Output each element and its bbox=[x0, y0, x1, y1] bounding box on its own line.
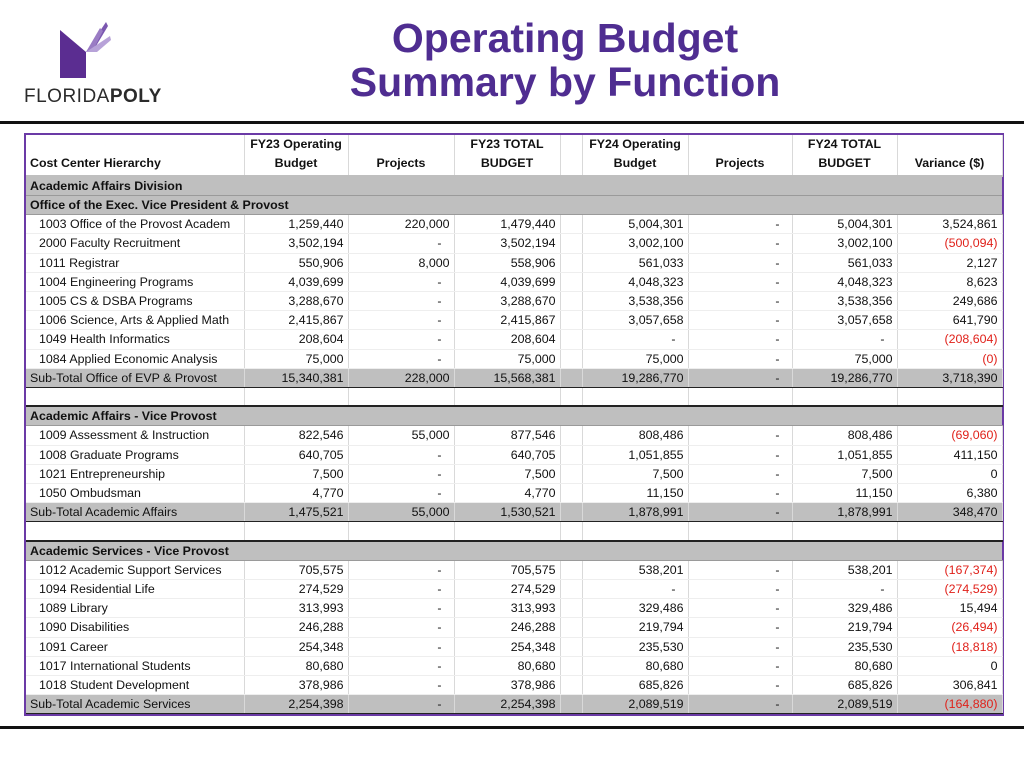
row-label: 1021 Entrepreneurship bbox=[26, 464, 244, 483]
header-line: FY23 Operating bbox=[250, 137, 342, 151]
row-label: 1009 Assessment & Instruction bbox=[26, 426, 244, 445]
spacer-cell bbox=[560, 234, 582, 253]
row-label: 1005 CS & DSBA Programs bbox=[26, 291, 244, 310]
spacer-cell bbox=[560, 464, 582, 483]
spacer-cell bbox=[560, 253, 582, 272]
fy24-total-cell: 7,500 bbox=[792, 464, 897, 483]
table-row bbox=[26, 291, 1002, 310]
spacer-cell bbox=[454, 387, 560, 406]
fy24-projects-cell: - bbox=[688, 253, 792, 272]
top-divider bbox=[0, 121, 1024, 124]
fy24-projects-cell: - bbox=[688, 637, 792, 656]
fy23-total-cell: 246,288 bbox=[454, 618, 560, 637]
fy23-projects-cell: - bbox=[348, 311, 454, 330]
fy24-total-cell: 219,794 bbox=[792, 618, 897, 637]
spacer-cell bbox=[348, 387, 454, 406]
table-row bbox=[26, 675, 1002, 694]
spacer-cell bbox=[560, 695, 582, 714]
fy23-operating-cell: 3,502,194 bbox=[244, 234, 348, 253]
fy23-projects-cell: - bbox=[348, 675, 454, 694]
fy24-total-cell: 3,057,658 bbox=[792, 311, 897, 330]
header-fy23-operating bbox=[244, 135, 348, 176]
fy23-operating-cell: 2,254,398 bbox=[244, 695, 348, 714]
table-row bbox=[26, 637, 1002, 656]
fy24-projects-cell: - bbox=[688, 503, 792, 522]
fy24-operating-cell: 538,201 bbox=[582, 560, 688, 579]
header-variance bbox=[897, 135, 1002, 176]
fy24-operating-cell: 1,051,855 bbox=[582, 445, 688, 464]
header-fy23-projects bbox=[348, 135, 454, 176]
fy24-projects-cell: - bbox=[688, 291, 792, 310]
fy24-total-cell: 5,004,301 bbox=[792, 215, 897, 234]
row-label: Sub-Total Academic Affairs bbox=[26, 503, 244, 522]
variance-cell: (208,604) bbox=[897, 330, 1002, 349]
spacer-cell bbox=[688, 522, 792, 541]
fy24-operating-cell: 80,680 bbox=[582, 656, 688, 675]
fy23-projects-cell: 55,000 bbox=[348, 503, 454, 522]
table-row bbox=[26, 656, 1002, 675]
fy23-total-cell: 313,993 bbox=[454, 599, 560, 618]
variance-cell: 641,790 bbox=[897, 311, 1002, 330]
spacer-cell bbox=[26, 387, 244, 406]
fy23-projects-cell: - bbox=[348, 560, 454, 579]
fy23-operating-cell: 705,575 bbox=[244, 560, 348, 579]
spacer-cell bbox=[582, 522, 688, 541]
spacer-row bbox=[26, 387, 1002, 406]
spacer-cell bbox=[26, 522, 244, 541]
fy24-total-cell: 808,486 bbox=[792, 426, 897, 445]
header-line: Projects bbox=[715, 156, 765, 170]
fy24-operating-cell: 3,002,100 bbox=[582, 234, 688, 253]
spacer-cell bbox=[560, 311, 582, 330]
fy24-projects-cell: - bbox=[688, 272, 792, 291]
spacer-cell bbox=[688, 387, 792, 406]
spacer-cell bbox=[560, 522, 582, 541]
variance-cell: 2,127 bbox=[897, 253, 1002, 272]
row-label: 1094 Residential Life bbox=[26, 580, 244, 599]
fy24-projects-cell: - bbox=[688, 311, 792, 330]
header-cost-center bbox=[26, 135, 244, 176]
spacer-cell bbox=[560, 215, 582, 234]
fy24-total-cell: 75,000 bbox=[792, 349, 897, 368]
header-line: BUDGET bbox=[480, 156, 534, 170]
fy24-operating-cell: 219,794 bbox=[582, 618, 688, 637]
title-line-1: Operating Budget bbox=[391, 15, 739, 61]
fy23-operating-cell: 80,680 bbox=[244, 656, 348, 675]
fy23-operating-cell: 208,604 bbox=[244, 330, 348, 349]
fy23-total-cell: 4,039,699 bbox=[454, 272, 560, 291]
logo-wordmark bbox=[24, 86, 162, 108]
fy23-projects-cell: - bbox=[348, 656, 454, 675]
fy23-total-cell: 640,705 bbox=[454, 445, 560, 464]
fy24-projects-cell: - bbox=[688, 560, 792, 579]
fy23-total-cell: 4,770 bbox=[454, 483, 560, 502]
fy24-projects-cell: - bbox=[688, 349, 792, 368]
fy23-operating-cell: 378,986 bbox=[244, 675, 348, 694]
header-line: Budget bbox=[613, 156, 657, 170]
spacer-cell bbox=[792, 522, 897, 541]
variance-cell: 306,841 bbox=[897, 675, 1002, 694]
fy23-projects-cell: 220,000 bbox=[348, 215, 454, 234]
table-row bbox=[26, 253, 1002, 272]
variance-cell: (274,529) bbox=[897, 580, 1002, 599]
spacer-cell bbox=[560, 291, 582, 310]
fy23-total-cell: 378,986 bbox=[454, 675, 560, 694]
fy24-projects-cell: - bbox=[688, 234, 792, 253]
variance-cell: (0) bbox=[897, 349, 1002, 368]
fy24-operating-cell: 3,057,658 bbox=[582, 311, 688, 330]
section-header bbox=[26, 541, 1002, 561]
header-line: BUDGET bbox=[818, 156, 871, 170]
fy24-operating-cell: 235,530 bbox=[582, 637, 688, 656]
fy24-total-cell: 685,826 bbox=[792, 675, 897, 694]
section-title: Academic Affairs Division bbox=[26, 176, 1002, 196]
fy23-projects-cell: - bbox=[348, 234, 454, 253]
table-row bbox=[26, 560, 1002, 579]
section-header bbox=[26, 196, 1002, 215]
fy23-projects-cell: 8,000 bbox=[348, 253, 454, 272]
row-label: 1090 Disabilities bbox=[26, 618, 244, 637]
variance-cell: 411,150 bbox=[897, 445, 1002, 464]
row-label: 1049 Health Informatics bbox=[26, 330, 244, 349]
fy24-total-cell: 329,486 bbox=[792, 599, 897, 618]
fy24-projects-cell: - bbox=[688, 330, 792, 349]
fy23-operating-cell: 7,500 bbox=[244, 464, 348, 483]
fy24-projects-cell: - bbox=[688, 675, 792, 694]
bottom-divider bbox=[0, 726, 1024, 729]
fy23-projects-cell: - bbox=[348, 580, 454, 599]
fy23-projects-cell: 55,000 bbox=[348, 426, 454, 445]
fy23-projects-cell: - bbox=[348, 291, 454, 310]
header-fy24-total bbox=[792, 135, 897, 176]
fy23-operating-cell: 313,993 bbox=[244, 599, 348, 618]
fy24-operating-cell: 2,089,519 bbox=[582, 695, 688, 714]
header-fy24-projects bbox=[688, 135, 792, 176]
fy23-operating-cell: 274,529 bbox=[244, 580, 348, 599]
fy24-total-cell: 235,530 bbox=[792, 637, 897, 656]
fy24-total-cell: 3,538,356 bbox=[792, 291, 897, 310]
fy23-total-cell: 2,254,398 bbox=[454, 695, 560, 714]
fy24-operating-cell: 561,033 bbox=[582, 253, 688, 272]
fy24-projects-cell: - bbox=[688, 483, 792, 502]
spacer-cell bbox=[560, 656, 582, 675]
section-header bbox=[26, 406, 1002, 426]
fy23-total-cell: 254,348 bbox=[454, 637, 560, 656]
fy24-operating-cell: 329,486 bbox=[582, 599, 688, 618]
row-label: 1011 Registrar bbox=[26, 253, 244, 272]
spacer-cell bbox=[560, 618, 582, 637]
variance-cell: (167,374) bbox=[897, 560, 1002, 579]
spacer-cell bbox=[244, 522, 348, 541]
variance-cell: (18,818) bbox=[897, 637, 1002, 656]
spacer-cell bbox=[560, 560, 582, 579]
variance-cell: (69,060) bbox=[897, 426, 1002, 445]
spacer-cell bbox=[560, 368, 582, 387]
fy23-projects-cell: - bbox=[348, 464, 454, 483]
fy23-projects-cell: - bbox=[348, 330, 454, 349]
table-row bbox=[26, 311, 1002, 330]
variance-cell: 0 bbox=[897, 464, 1002, 483]
page-title bbox=[290, 16, 840, 104]
fy23-projects-cell: - bbox=[348, 483, 454, 502]
fy23-total-cell: 1,530,521 bbox=[454, 503, 560, 522]
fy23-projects-cell: - bbox=[348, 695, 454, 714]
spacer-cell bbox=[560, 580, 582, 599]
spacer-cell bbox=[792, 387, 897, 406]
variance-cell: (164,880) bbox=[897, 695, 1002, 714]
header-line: FY23 TOTAL bbox=[470, 137, 544, 151]
budget-table-frame bbox=[24, 133, 1004, 716]
variance-cell: 8,623 bbox=[897, 272, 1002, 291]
row-label: 1006 Science, Arts & Applied Math bbox=[26, 311, 244, 330]
row-label: 1008 Graduate Programs bbox=[26, 445, 244, 464]
table-row bbox=[26, 483, 1002, 502]
table-row bbox=[26, 234, 1002, 253]
fy24-operating-cell: 1,878,991 bbox=[582, 503, 688, 522]
spacer-cell bbox=[560, 503, 582, 522]
header-fy24-operating bbox=[582, 135, 688, 176]
fy24-projects-cell: - bbox=[688, 599, 792, 618]
fy23-total-cell: 877,546 bbox=[454, 426, 560, 445]
spacer-cell bbox=[897, 522, 1002, 541]
header-row bbox=[26, 135, 1002, 176]
fy24-total-cell: - bbox=[792, 330, 897, 349]
variance-cell: 0 bbox=[897, 656, 1002, 675]
spacer-cell bbox=[348, 522, 454, 541]
spacer-cell bbox=[560, 272, 582, 291]
fy23-operating-cell: 4,770 bbox=[244, 483, 348, 502]
fy23-total-cell: 7,500 bbox=[454, 464, 560, 483]
fy24-projects-cell: - bbox=[688, 426, 792, 445]
logo-text-bold: POLY bbox=[109, 86, 162, 107]
fy24-operating-cell: 75,000 bbox=[582, 349, 688, 368]
spacer-cell bbox=[897, 387, 1002, 406]
fy24-operating-cell: 685,826 bbox=[582, 675, 688, 694]
row-label: 1091 Career bbox=[26, 637, 244, 656]
row-label: 1017 International Students bbox=[26, 656, 244, 675]
fy23-projects-cell: - bbox=[348, 618, 454, 637]
spacer-cell bbox=[454, 522, 560, 541]
fy23-operating-cell: 640,705 bbox=[244, 445, 348, 464]
header-fy23-total bbox=[454, 135, 560, 176]
spacer-cell bbox=[560, 349, 582, 368]
table-row bbox=[26, 464, 1002, 483]
fy24-total-cell: 11,150 bbox=[792, 483, 897, 502]
fy23-projects-cell: 228,000 bbox=[348, 368, 454, 387]
fy24-projects-cell: - bbox=[688, 618, 792, 637]
variance-cell: 15,494 bbox=[897, 599, 1002, 618]
row-label: 1012 Academic Support Services bbox=[26, 560, 244, 579]
spacer-cell bbox=[560, 637, 582, 656]
table-row bbox=[26, 330, 1002, 349]
spacer-cell bbox=[560, 445, 582, 464]
header-line: Variance ($) bbox=[914, 156, 985, 170]
fy24-projects-cell: - bbox=[688, 656, 792, 675]
fy24-total-cell: 2,089,519 bbox=[792, 695, 897, 714]
fy23-operating-cell: 1,259,440 bbox=[244, 215, 348, 234]
fy24-projects-cell: - bbox=[688, 464, 792, 483]
fy23-operating-cell: 254,348 bbox=[244, 637, 348, 656]
section-title: Office of the Exec. Vice President & Provost bbox=[26, 196, 1002, 215]
fy23-operating-cell: 15,340,381 bbox=[244, 368, 348, 387]
header-line: Projects bbox=[376, 156, 426, 170]
fy23-projects-cell: - bbox=[348, 349, 454, 368]
header-line: Budget bbox=[274, 156, 318, 170]
fy24-operating-cell: 4,048,323 bbox=[582, 272, 688, 291]
fy23-operating-cell: 4,039,699 bbox=[244, 272, 348, 291]
row-label: 1089 Library bbox=[26, 599, 244, 618]
budget-table bbox=[26, 135, 1003, 714]
florida-poly-logo bbox=[24, 22, 162, 108]
spacer-cell bbox=[244, 387, 348, 406]
variance-cell: 249,686 bbox=[897, 291, 1002, 310]
header-line: FY24 TOTAL bbox=[807, 137, 882, 151]
fy23-operating-cell: 2,415,867 bbox=[244, 311, 348, 330]
fy23-total-cell: 274,529 bbox=[454, 580, 560, 599]
table-row bbox=[26, 599, 1002, 618]
row-label: Sub-Total Academic Services bbox=[26, 695, 244, 714]
fy24-total-cell: - bbox=[792, 580, 897, 599]
row-label: 1003 Office of the Provost Academ bbox=[26, 215, 244, 234]
fy23-projects-cell: - bbox=[348, 445, 454, 464]
variance-cell: 3,718,390 bbox=[897, 368, 1002, 387]
fy23-total-cell: 3,502,194 bbox=[454, 234, 560, 253]
fy23-total-cell: 15,568,381 bbox=[454, 368, 560, 387]
table-row bbox=[26, 272, 1002, 291]
fy24-total-cell: 1,878,991 bbox=[792, 503, 897, 522]
table-row bbox=[26, 426, 1002, 445]
fy23-total-cell: 80,680 bbox=[454, 656, 560, 675]
header-line: Cost Center Hierarchy bbox=[30, 156, 161, 170]
row-label: 1084 Applied Economic Analysis bbox=[26, 349, 244, 368]
fy24-operating-cell: - bbox=[582, 580, 688, 599]
fy24-projects-cell: - bbox=[688, 368, 792, 387]
fy23-operating-cell: 246,288 bbox=[244, 618, 348, 637]
fy23-total-cell: 208,604 bbox=[454, 330, 560, 349]
row-label: 1004 Engineering Programs bbox=[26, 272, 244, 291]
table-row bbox=[26, 349, 1002, 368]
spacer-cell bbox=[560, 426, 582, 445]
title-line-2: Summary by Function bbox=[349, 59, 781, 105]
fy24-projects-cell: - bbox=[688, 695, 792, 714]
fy23-projects-cell: - bbox=[348, 637, 454, 656]
row-label: 2000 Faculty Recruitment bbox=[26, 234, 244, 253]
fy24-total-cell: 1,051,855 bbox=[792, 445, 897, 464]
spacer-cell bbox=[582, 387, 688, 406]
spacer-cell bbox=[560, 675, 582, 694]
spacer-cell bbox=[560, 330, 582, 349]
fy24-total-cell: 4,048,323 bbox=[792, 272, 897, 291]
header-line: FY24 Operating bbox=[589, 137, 681, 151]
fy24-operating-cell: 11,150 bbox=[582, 483, 688, 502]
logo-text-light: FLORIDA bbox=[24, 86, 110, 107]
logo-mark-icon bbox=[60, 22, 112, 80]
fy23-projects-cell: - bbox=[348, 599, 454, 618]
fy23-projects-cell: - bbox=[348, 272, 454, 291]
header-gap bbox=[560, 135, 582, 176]
variance-cell: (500,094) bbox=[897, 234, 1002, 253]
fy24-total-cell: 538,201 bbox=[792, 560, 897, 579]
fy23-total-cell: 2,415,867 bbox=[454, 311, 560, 330]
fy23-total-cell: 75,000 bbox=[454, 349, 560, 368]
fy24-projects-cell: - bbox=[688, 580, 792, 599]
table-row bbox=[26, 580, 1002, 599]
table-row bbox=[26, 215, 1002, 234]
spacer-cell bbox=[560, 387, 582, 406]
fy24-projects-cell: - bbox=[688, 215, 792, 234]
variance-cell: 6,380 bbox=[897, 483, 1002, 502]
fy24-operating-cell: 5,004,301 bbox=[582, 215, 688, 234]
fy23-operating-cell: 75,000 bbox=[244, 349, 348, 368]
fy24-operating-cell: 3,538,356 bbox=[582, 291, 688, 310]
table-row bbox=[26, 445, 1002, 464]
variance-cell: 3,524,861 bbox=[897, 215, 1002, 234]
fy23-operating-cell: 3,288,670 bbox=[244, 291, 348, 310]
fy24-total-cell: 80,680 bbox=[792, 656, 897, 675]
fy23-operating-cell: 1,475,521 bbox=[244, 503, 348, 522]
fy24-total-cell: 561,033 bbox=[792, 253, 897, 272]
fy24-operating-cell: 7,500 bbox=[582, 464, 688, 483]
spacer-row bbox=[26, 522, 1002, 541]
fy23-total-cell: 558,906 bbox=[454, 253, 560, 272]
row-label: Sub-Total Office of EVP & Provost bbox=[26, 368, 244, 387]
division-header bbox=[26, 176, 1002, 196]
table-row bbox=[26, 618, 1002, 637]
fy24-operating-cell: 19,286,770 bbox=[582, 368, 688, 387]
subtotal-row bbox=[26, 368, 1002, 387]
section-title: Academic Services - Vice Provost bbox=[26, 541, 1002, 561]
section-title: Academic Affairs - Vice Provost bbox=[26, 406, 1002, 426]
row-label: 1050 Ombudsman bbox=[26, 483, 244, 502]
fy23-total-cell: 705,575 bbox=[454, 560, 560, 579]
fy23-total-cell: 1,479,440 bbox=[454, 215, 560, 234]
fy24-total-cell: 19,286,770 bbox=[792, 368, 897, 387]
fy24-operating-cell: 808,486 bbox=[582, 426, 688, 445]
fy23-operating-cell: 550,906 bbox=[244, 253, 348, 272]
subtotal-row bbox=[26, 503, 1002, 522]
row-label: 1018 Student Development bbox=[26, 675, 244, 694]
fy24-projects-cell: - bbox=[688, 445, 792, 464]
subtotal-row bbox=[26, 695, 1002, 714]
variance-cell: (26,494) bbox=[897, 618, 1002, 637]
spacer-cell bbox=[560, 599, 582, 618]
fy24-total-cell: 3,002,100 bbox=[792, 234, 897, 253]
fy23-total-cell: 3,288,670 bbox=[454, 291, 560, 310]
fy23-operating-cell: 822,546 bbox=[244, 426, 348, 445]
fy24-operating-cell: - bbox=[582, 330, 688, 349]
variance-cell: 348,470 bbox=[897, 503, 1002, 522]
spacer-cell bbox=[560, 483, 582, 502]
